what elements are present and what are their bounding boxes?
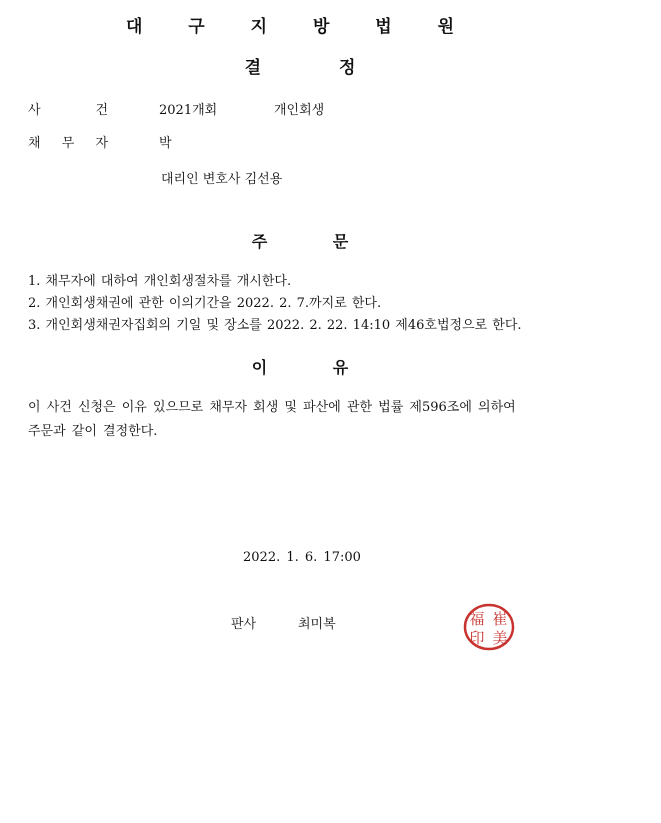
seal-char: 印 [469,629,485,647]
reason-line: 주문과 같이 결정한다. [28,424,158,439]
case-label-char: 사 [28,103,41,118]
order-item: 1. 채무자에 대하여 개인회생절차를 개시한다. [28,274,292,289]
debtor-agent: 대리인 변호사 김선용 [161,172,283,187]
judge-name: 최미복 [298,617,336,632]
seal-char: 崔 [492,610,508,628]
reason-line: 이 사건 신청은 이유 있으므로 채무자 회생 및 파산에 관한 법률 제596조에 의하여 [28,400,516,415]
judge-label: 판사 [231,617,257,632]
debtor-name: 박 [159,136,172,151]
order-item: 2. 개인회생채권에 관한 이의기간을 2022. 2. 7.까지로 한다. [28,296,382,311]
case-type: 개인회생 [274,103,325,118]
case-label-char: 건 [95,103,108,118]
debtor-label-char: 무 [61,136,75,151]
seal-char: 福 [469,610,485,628]
reason-heading: 이 유 [251,358,349,377]
debtor-label-char: 채 [28,136,41,151]
debtor-label-char: 자 [95,136,108,151]
decision-date: 2022. 1. 6. 17:00 [243,550,361,565]
debtor-label [28,132,108,151]
seal-char: 美 [492,629,508,647]
case-label [28,99,108,118]
case-number: 2021개회 [159,103,218,118]
court-name: 대 구 지 방 법 원 [125,17,475,37]
order-heading: 주 문 [251,232,349,251]
judge-seal [462,602,516,652]
order-item: 3. 개인회생채권자집회의 기일 및 장소를 2022. 2. 22. 14:10 제46호법정으로 한다. [28,318,522,333]
document-title: 결 정 [244,58,356,78]
